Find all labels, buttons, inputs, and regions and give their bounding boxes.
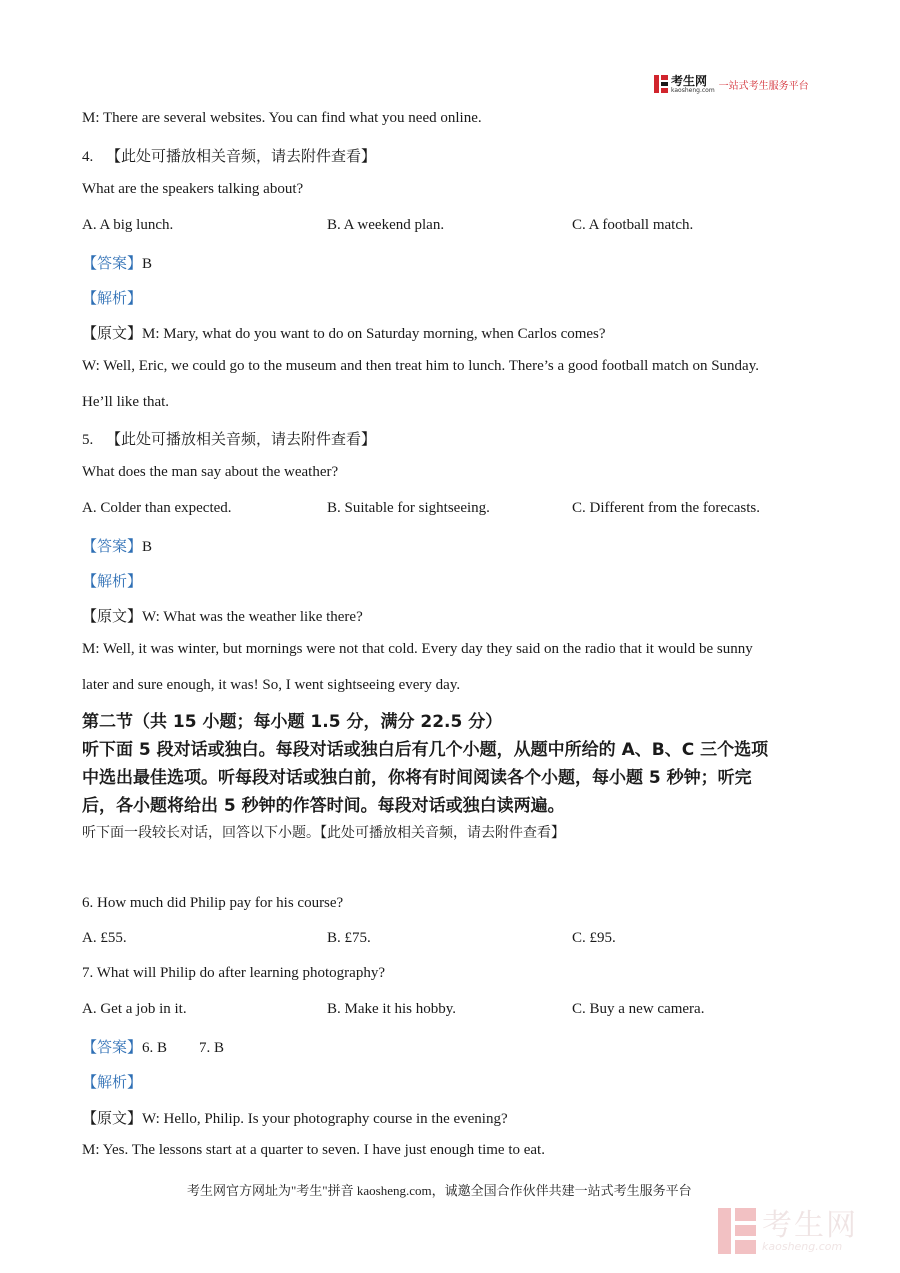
q4-question: What are the speakers talking about? xyxy=(82,181,304,197)
section2-instruction-2: 中选出最佳选项。听每段对话或独白前，你将有时间阅读各个小题，每小题 5 秒钟；听完 xyxy=(82,768,752,788)
logo-domain: kaosheng.com xyxy=(671,86,715,94)
watermark-domain: kaosheng.com xyxy=(762,1239,843,1253)
answer-label: 【答案】 xyxy=(82,539,143,555)
q4-analysis-label: 【解析】 xyxy=(82,291,143,307)
q5-number: 5. xyxy=(82,432,94,448)
answer-label: 【答案】 xyxy=(82,1040,143,1056)
q4-transcript-2: W: Well, Eric, we could go to the museum and then treat him to lunch. There’s a good football match on Sunday. xyxy=(82,358,759,374)
q5-header xyxy=(82,428,376,449)
watermark-mark-icon xyxy=(718,1208,756,1254)
q4-audio-link[interactable]: 【此处可播放相关音频，请去附件查看】 xyxy=(106,149,377,165)
q6-option-b: B. £75. xyxy=(327,930,371,946)
q4-header xyxy=(82,145,376,166)
logo-slogan: 一站式考生服务平台 xyxy=(718,80,809,92)
q5-option-b: B. Suitable for sightseeing. xyxy=(327,500,490,516)
q7-option-c: C. Buy a new camera. xyxy=(572,1001,705,1017)
header-logo xyxy=(654,74,809,94)
q5-answer-value: B xyxy=(142,539,153,555)
q4-option-c: C. A football match. xyxy=(572,217,694,233)
q5-transcript-3: later and sure enough, it was! So, I went sightseeing every day. xyxy=(82,677,461,693)
q67-answer xyxy=(82,1036,224,1057)
q5-answer xyxy=(82,535,152,556)
q6-question: 6. How much did Philip pay for his course? xyxy=(82,895,344,911)
transcript-label: 【原文】 xyxy=(82,609,143,625)
q6-option-a: A. £55. xyxy=(82,930,127,946)
q5-question: What does the man say about the weather? xyxy=(82,464,339,480)
q7-question: 7. What will Philip do after learning photography? xyxy=(82,965,385,981)
q4-answer xyxy=(82,252,152,273)
q7-option-a: A. Get a job in it. xyxy=(82,1001,187,1017)
q67-transcript-1: 【原文】W: Hello, Philip. Is your photography course in the evening? xyxy=(82,1111,508,1127)
q4-transcript-3: He’ll like that. xyxy=(82,394,170,410)
q5-analysis-label: 【解析】 xyxy=(82,574,143,590)
transcript-label: 【原文】 xyxy=(82,326,143,342)
footer-text: 考生网官方网址为"考生"拼音 kaosheng.com，诚邀全国合作伙伴共建一站式考生服务平台 xyxy=(187,1183,692,1198)
transcript-label: 【原文】 xyxy=(82,1111,143,1127)
q4-number: 4. xyxy=(82,149,94,165)
watermark-name: 考生网 xyxy=(762,1207,858,1243)
listen-note[interactable]: 听下面一段较长对话，回答以下小题。【此处可播放相关音频，请去附件查看】 xyxy=(82,825,565,841)
q6-answer-value: 6. B xyxy=(142,1040,168,1056)
q67-analysis-label: 【解析】 xyxy=(82,1075,143,1091)
q4-transcript-1: 【原文】M: Mary, what do you want to do on Saturday morning, when Carlos comes? xyxy=(82,326,606,342)
q5-transcript-2: M: Well, it was winter, but mornings were not that cold. Every day they said on the radio that it would be sunny xyxy=(82,641,753,657)
logo-mark-icon xyxy=(654,75,668,93)
q5-option-a: A. Colder than expected. xyxy=(82,500,232,516)
logo-name: 考生网 xyxy=(671,73,708,88)
watermark-logo xyxy=(718,1208,878,1254)
section2-title: 第二节（共 15 小题；每小题 1.5 分，满分 22.5 分） xyxy=(82,712,503,732)
q67-transcript-2: M: Yes. The lessons start at a quarter to seven. I have just enough time to eat. xyxy=(82,1142,545,1158)
section2-instruction-3: 后，各小题将给出 5 秒钟的作答时间。每段对话或独白读两遍。 xyxy=(82,796,565,816)
q5-option-c: C. Different from the forecasts. xyxy=(572,500,760,516)
q6-option-c: C. £95. xyxy=(572,930,616,946)
q7-option-b: B. Make it his hobby. xyxy=(327,1001,457,1017)
q5-audio-link[interactable]: 【此处可播放相关音频，请去附件查看】 xyxy=(106,432,377,448)
q3-transcript-tail: M: There are several websites. You can find what you need online. xyxy=(82,110,482,126)
q7-answer-value: 7. B xyxy=(199,1040,225,1056)
q4-option-b: B. A weekend plan. xyxy=(327,217,445,233)
q4-option-a: A. A big lunch. xyxy=(82,217,174,233)
answer-label: 【答案】 xyxy=(82,256,143,272)
q4-answer-value: B xyxy=(142,256,153,272)
section2-instruction-1: 听下面 5 段对话或独白。每段对话或独白后有几个小题，从题中所给的 A、B、C 三个选项 xyxy=(82,740,769,760)
q5-transcript-1: 【原文】W: What was the weather like there? xyxy=(82,609,363,625)
